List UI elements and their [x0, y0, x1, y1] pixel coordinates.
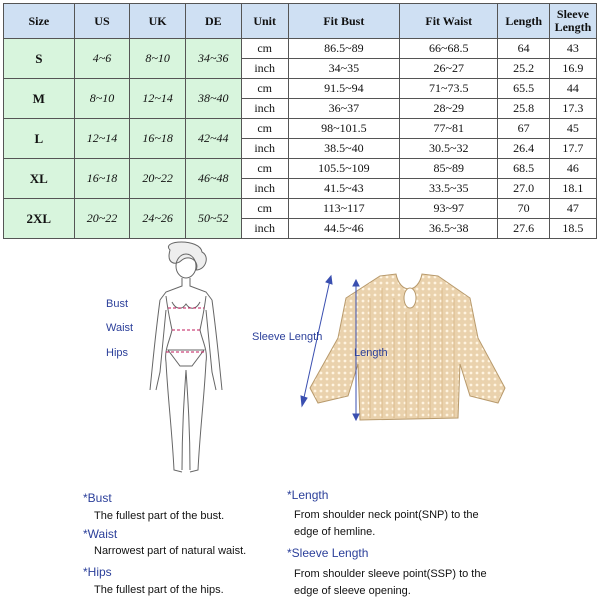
- size-cell: S: [4, 39, 75, 79]
- size-cell: XL: [4, 159, 75, 199]
- size-cell: L: [4, 119, 75, 159]
- waist-cell: 26~27: [400, 59, 498, 79]
- waist-note-title: *Waist: [83, 527, 118, 541]
- header-size: Size: [4, 4, 75, 39]
- sleeve-note-line2: edge of sleeve opening.: [294, 585, 411, 597]
- header-fit-waist: Fit Waist: [400, 4, 498, 39]
- sleeve-cell: 16.9: [549, 59, 596, 79]
- us-cell: 20~22: [74, 199, 130, 239]
- unit-cell: inch: [241, 59, 288, 79]
- uk-cell: 8~10: [130, 39, 186, 79]
- sleeve-cell: 18.5: [549, 219, 596, 239]
- sleeve-cell: 17.3: [549, 99, 596, 119]
- length-cell: 25.8: [498, 99, 549, 119]
- length-cell: 26.4: [498, 139, 549, 159]
- header-unit: Unit: [241, 4, 288, 39]
- length-cell: 70: [498, 199, 549, 219]
- uk-cell: 24~26: [130, 199, 186, 239]
- sleeve-note-title: *Sleeve Length: [287, 546, 369, 560]
- length-note-line1: From shoulder neck point(SNP) to the: [294, 509, 479, 521]
- bust-note-text: The fullest part of the bust.: [94, 510, 225, 522]
- length-cell: 27.0: [498, 179, 549, 199]
- body-figure-illustration: [130, 240, 240, 485]
- waist-cell: 28~29: [400, 99, 498, 119]
- unit-cell: inch: [241, 219, 288, 239]
- length-cell: 65.5: [498, 79, 549, 99]
- table-row: [4, 159, 597, 179]
- waist-cell: 33.5~35: [400, 179, 498, 199]
- table-row: [4, 39, 597, 59]
- hips-note-title: *Hips: [83, 565, 112, 579]
- sequin-top-illustration: [300, 268, 510, 433]
- de-cell: 50~52: [185, 199, 241, 239]
- table-header-row: [4, 4, 597, 39]
- bust-cell: 34~35: [288, 59, 399, 79]
- sleeve-note-line1: From shoulder sleeve point(SSP) to the: [294, 568, 487, 580]
- waist-cell: 77~81: [400, 119, 498, 139]
- waist-cell: 71~73.5: [400, 79, 498, 99]
- unit-cell: cm: [241, 159, 288, 179]
- header-us: US: [74, 4, 130, 39]
- unit-cell: cm: [241, 79, 288, 99]
- header-sleeve-length: Sleeve Length: [549, 4, 596, 39]
- length-cell: 64: [498, 39, 549, 59]
- waist-label: Waist: [106, 322, 134, 334]
- bust-cell: 86.5~89: [288, 39, 399, 59]
- sleeve-cell: 18.1: [549, 179, 596, 199]
- bust-cell: 44.5~46: [288, 219, 399, 239]
- sleeve-cell: 47: [549, 199, 596, 219]
- us-cell: 8~10: [74, 79, 130, 119]
- header-fit-bust: Fit Bust: [288, 4, 399, 39]
- table-row: [4, 79, 597, 99]
- unit-cell: cm: [241, 39, 288, 59]
- bust-cell: 98~101.5: [288, 119, 399, 139]
- size-cell: 2XL: [4, 199, 75, 239]
- size-chart-table: [3, 3, 597, 239]
- sleeve-cell: 45: [549, 119, 596, 139]
- uk-cell: 16~18: [130, 119, 186, 159]
- hips-label: Hips: [106, 347, 129, 359]
- waist-note-text: Narrowest part of natural waist.: [94, 545, 247, 557]
- sleeve-cell: 46: [549, 159, 596, 179]
- sleeve-length-label: Sleeve Length: [252, 331, 323, 343]
- bust-cell: 105.5~109: [288, 159, 399, 179]
- table-row: [4, 199, 597, 219]
- size-cell: M: [4, 79, 75, 119]
- waist-cell: 66~68.5: [400, 39, 498, 59]
- de-cell: 34~36: [185, 39, 241, 79]
- waist-cell: 85~89: [400, 159, 498, 179]
- unit-cell: inch: [241, 99, 288, 119]
- unit-cell: inch: [241, 179, 288, 199]
- waist-cell: 36.5~38: [400, 219, 498, 239]
- bust-cell: 38.5~40: [288, 139, 399, 159]
- length-cell: 68.5: [498, 159, 549, 179]
- unit-cell: cm: [241, 119, 288, 139]
- uk-cell: 20~22: [130, 159, 186, 199]
- sleeve-cell: 17.7: [549, 139, 596, 159]
- de-cell: 46~48: [185, 159, 241, 199]
- bust-label: Bust: [106, 298, 129, 310]
- length-note-title: *Length: [287, 488, 329, 502]
- us-cell: 16~18: [74, 159, 130, 199]
- header-de: DE: [185, 4, 241, 39]
- header-length: Length: [498, 4, 549, 39]
- length-cell: 67: [498, 119, 549, 139]
- waist-cell: 30.5~32: [400, 139, 498, 159]
- de-cell: 38~40: [185, 79, 241, 119]
- unit-cell: cm: [241, 199, 288, 219]
- uk-cell: 12~14: [130, 79, 186, 119]
- length-label: Length: [354, 347, 388, 359]
- length-note-line2: edge of hemline.: [294, 526, 376, 538]
- bust-cell: 41.5~43: [288, 179, 399, 199]
- sleeve-cell: 44: [549, 79, 596, 99]
- bust-cell: 36~37: [288, 99, 399, 119]
- de-cell: 42~44: [185, 119, 241, 159]
- us-cell: 4~6: [74, 39, 130, 79]
- hips-note-text: The fullest part of the hips.: [94, 584, 224, 596]
- bust-note-title: *Bust: [83, 491, 112, 505]
- bust-cell: 91.5~94: [288, 79, 399, 99]
- us-cell: 12~14: [74, 119, 130, 159]
- length-cell: 27.6: [498, 219, 549, 239]
- table-row: [4, 119, 597, 139]
- unit-cell: inch: [241, 139, 288, 159]
- header-uk: UK: [130, 4, 186, 39]
- waist-cell: 93~97: [400, 199, 498, 219]
- sleeve-cell: 43: [549, 39, 596, 59]
- bust-cell: 113~117: [288, 199, 399, 219]
- length-cell: 25.2: [498, 59, 549, 79]
